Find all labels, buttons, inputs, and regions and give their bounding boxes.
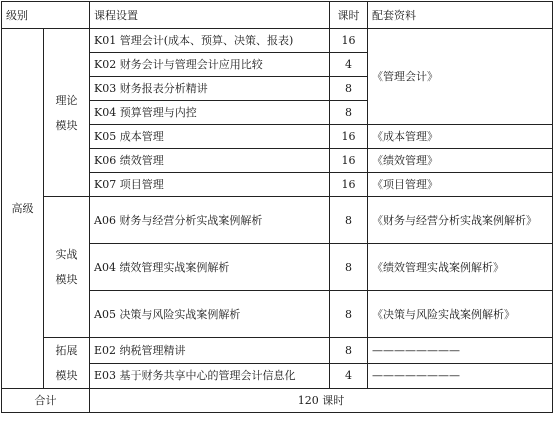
- course-name: K04 预算管理与内控: [90, 101, 330, 125]
- course-name: A05 决策与风险实战案例解析: [90, 291, 330, 338]
- table-row: [2, 197, 553, 244]
- course-material: ————————: [368, 338, 553, 364]
- header-materials: 配套资料: [368, 2, 553, 29]
- module-extension: 拓展 模块: [44, 338, 90, 389]
- course-hours: 8: [330, 77, 368, 101]
- course-name: K02 财务会计与管理会计应用比较: [90, 53, 330, 77]
- course-hours: 4: [330, 53, 368, 77]
- course-name: K07 项目管理: [90, 173, 330, 197]
- course-material: 《财务与经营分析实战案例解析》: [368, 197, 553, 244]
- course-hours: 16: [330, 29, 368, 53]
- course-name: E03 基于财务共享中心的管理会计信息化: [90, 363, 330, 389]
- course-material: 《绩效管理》: [368, 149, 553, 173]
- header-hours: 课时: [330, 2, 368, 29]
- course-table: [1, 1, 553, 413]
- course-hours: 8: [330, 244, 368, 291]
- course-name: A04 绩效管理实战案例解析: [90, 244, 330, 291]
- course-hours: 4: [330, 363, 368, 389]
- footer-total: 120 课时: [90, 389, 553, 413]
- course-name: K05 成本管理: [90, 125, 330, 149]
- course-name: A06 财务与经营分析实战案例解析: [90, 197, 330, 244]
- course-hours: 8: [330, 197, 368, 244]
- course-material: 《成本管理》: [368, 125, 553, 149]
- course-material: ————————: [368, 363, 553, 389]
- course-material: 《决策与风险实战案例解析》: [368, 291, 553, 338]
- course-material: 《项目管理》: [368, 173, 553, 197]
- course-hours: 16: [330, 125, 368, 149]
- table-footer-row: [2, 389, 553, 413]
- course-hours: 16: [330, 149, 368, 173]
- header-course: 课程设置: [90, 2, 330, 29]
- course-hours: 8: [330, 291, 368, 338]
- module-theory: 理论 模块: [44, 29, 90, 197]
- course-material-shared: 《管理会计》: [368, 29, 553, 125]
- level-cell: 高级: [2, 29, 44, 389]
- table-header-row: [2, 2, 553, 29]
- course-name: K01 管理会计(成本、预算、决策、报表): [90, 29, 330, 53]
- module-practice: 实战 模块: [44, 197, 90, 338]
- table-row: [2, 29, 553, 53]
- course-hours: 8: [330, 101, 368, 125]
- course-name: K06 绩效管理: [90, 149, 330, 173]
- course-hours: 8: [330, 338, 368, 364]
- course-hours: 16: [330, 173, 368, 197]
- course-name: E02 纳税管理精讲: [90, 338, 330, 364]
- course-material: 《绩效管理实战案例解析》: [368, 244, 553, 291]
- course-name: K03 财务报表分析精讲: [90, 77, 330, 101]
- table-row: [2, 338, 553, 364]
- footer-label: 合计: [2, 389, 90, 413]
- header-level: 级别: [2, 2, 90, 29]
